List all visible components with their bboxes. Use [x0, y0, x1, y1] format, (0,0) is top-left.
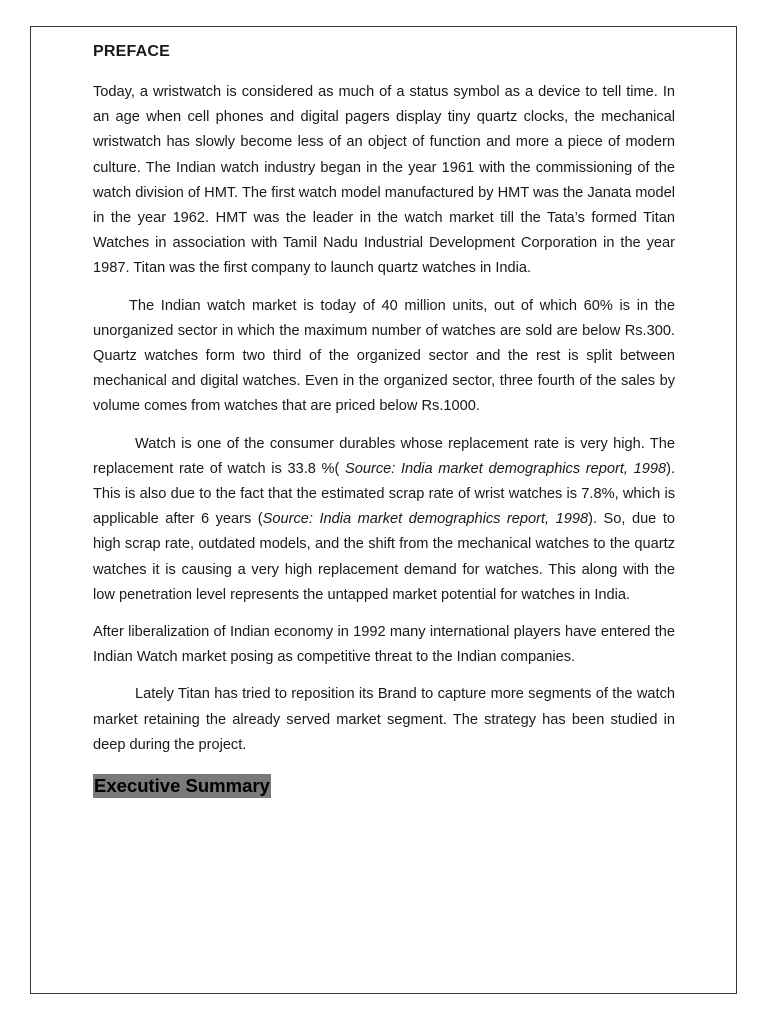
source-citation: Source: India market demographics report, 1998: [262, 511, 589, 528]
executive-summary-row: [93, 770, 675, 798]
executive-summary-heading: Executive Summary: [94, 775, 270, 797]
preface-paragraph-2: The Indian watch market is today of 40 million units, out of which 60% is in the unorganized sector in which the maximum number of watches are sold are below Rs.300. Quartz watches form two third of the organized sector and the rest is split between mechanical and digital watches. Even in the organized sector, three fourth of the sales by volume comes from watches that are priced below Rs.1000.: [93, 297, 675, 415]
document-body: [93, 40, 675, 798]
preface-paragraph-3: [93, 432, 675, 608]
preface-heading: PREFACE: [93, 43, 170, 60]
paragraph-text: ). So, due to high scrap rate, outdated models, and the shift from the mechanical watches to the quartz watches it is causing a very high replacement demand for watches. This along with the low penetration level represents the untapped market potential for watches in India.: [93, 511, 675, 603]
preface-paragraph-1: Today, a wristwatch is considered as much of a status symbol as a device to tell time. In an age when cell phones and digital pagers display tiny quartz clocks, the mechanical wristwatch has slowly become less of an object of function and more a piece of modern culture. The Indian watch industry began in the year 1961 with the commissioning of the watch division of HMT. The first watch model manufactured by HMT was the Janata model in the year 1962. HMT was the leader in the watch market till the Tata’s formed Titan Watches in association with Tamil Nadu Industrial Development Corporation in the year 1987. Titan was the first company to launch quartz watches in India.: [93, 84, 675, 277]
source-citation: Source: India market demographics report, 1998: [345, 460, 667, 477]
paragraph-text: ). This is also due to the fact that the estimated scrap rate of wrist watches is 7.8%, which is applicable after 6 years (: [93, 460, 675, 528]
paragraph-text: Watch is one of the consumer durables whose replacement rate is very high. The replacement rate of watch is 33.8 %(: [93, 435, 675, 477]
preface-paragraph-5: Lately Titan has tried to reposition its Brand to capture more segments of the watch market retaining the already served market segment. The strategy has been studied in deep during the project.: [93, 686, 675, 753]
preface-paragraph-4: After liberalization of Indian economy in 1992 many international players have entered the Indian Watch market posing as competitive threat to the Indian companies.: [93, 624, 675, 666]
